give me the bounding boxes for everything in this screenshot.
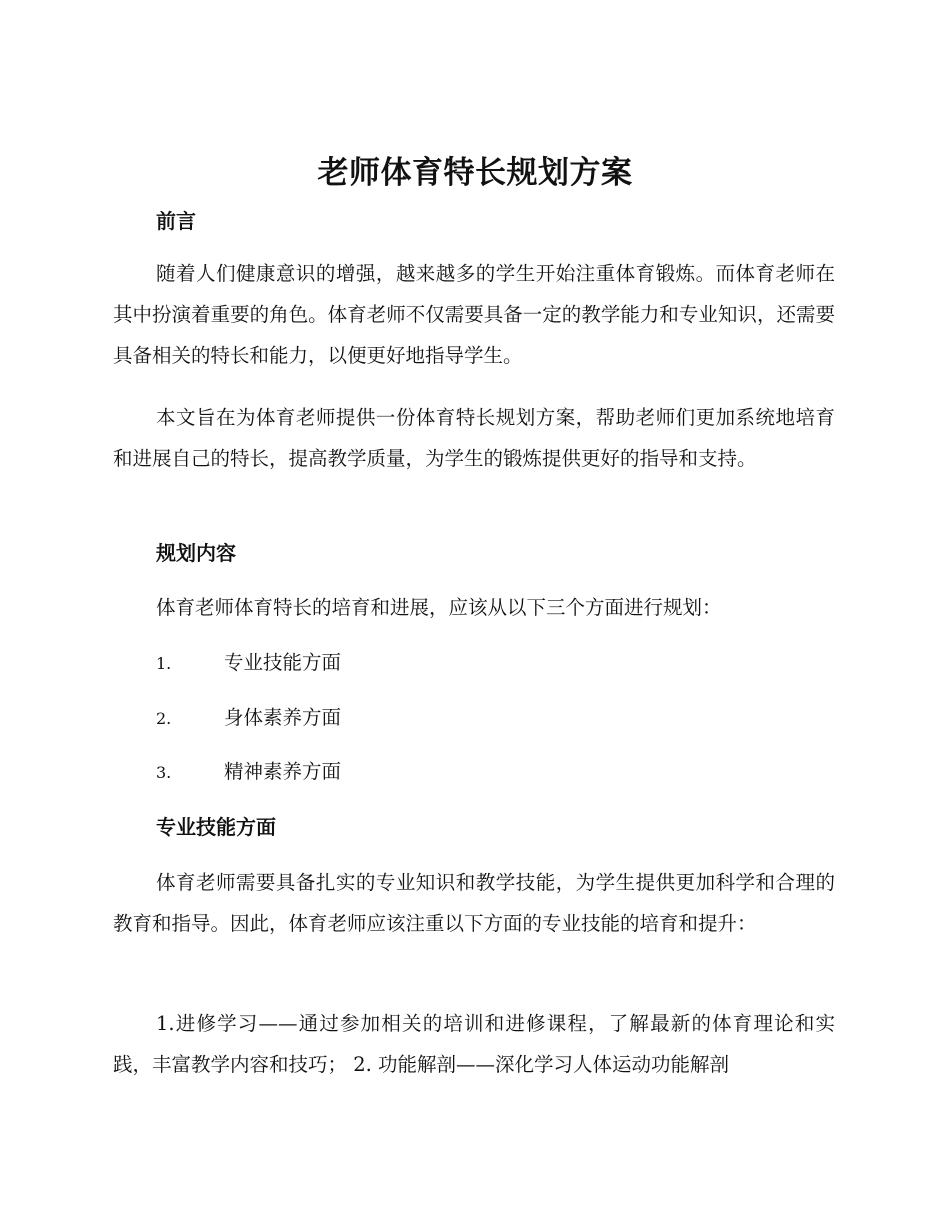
paragraph-preface-1: 随着人们健康意识的增强，越来越多的学生开始注重体育锻炼。而体育老师在其中扮演着重要的角色。体育老师不仅需要具备一定的教学能力和专业知识，还需要具备相关的特长和能力，以便更好地指导学生。 [113,262,835,367]
plan-intro: 体育老师体育特长的培育和进展，应该从以下三个方面进行规划： [156,596,722,619]
paragraph-preface-2: 本文旨在为体育老师提供一份体育特长规划方案，帮助老师们更加系统地培育和进展自己的特长，提高教学质量，为学生的锻炼提供更好的指导和支持。 [113,406,835,470]
list-item-number: 1. [156,654,172,673]
list-item [156,648,341,678]
list-item [156,757,341,787]
section-heading-preface: 前言 [156,209,196,233]
list-item-label: 专业技能方面 [224,651,342,674]
section-heading-plan: 规划内容 [156,541,236,565]
section-heading-skills: 专业技能方面 [156,815,276,839]
list-item [156,703,341,733]
document-title: 老师体育特长规划方案 [317,155,633,191]
paragraph-skills-2: 1.进修学习——通过参加相关的培训和进修课程，了解最新的体育理论和实践，丰富教学内容和技巧； 2. 功能解剖——深化学习人体运动功能解剖 [113,1012,835,1076]
list-item-number: 3. [156,763,172,782]
paragraph-skills-1: 体育老师需要具备扎实的专业知识和教学技能，为学生提供更加科学和合理的教育和指导。因此，体育老师应该注重以下方面的专业技能的培育和提升： [113,871,835,935]
list-item-number: 2. [156,709,172,728]
list-item-label: 精神素养方面 [224,760,342,783]
list-item-label: 身体素养方面 [224,706,342,729]
